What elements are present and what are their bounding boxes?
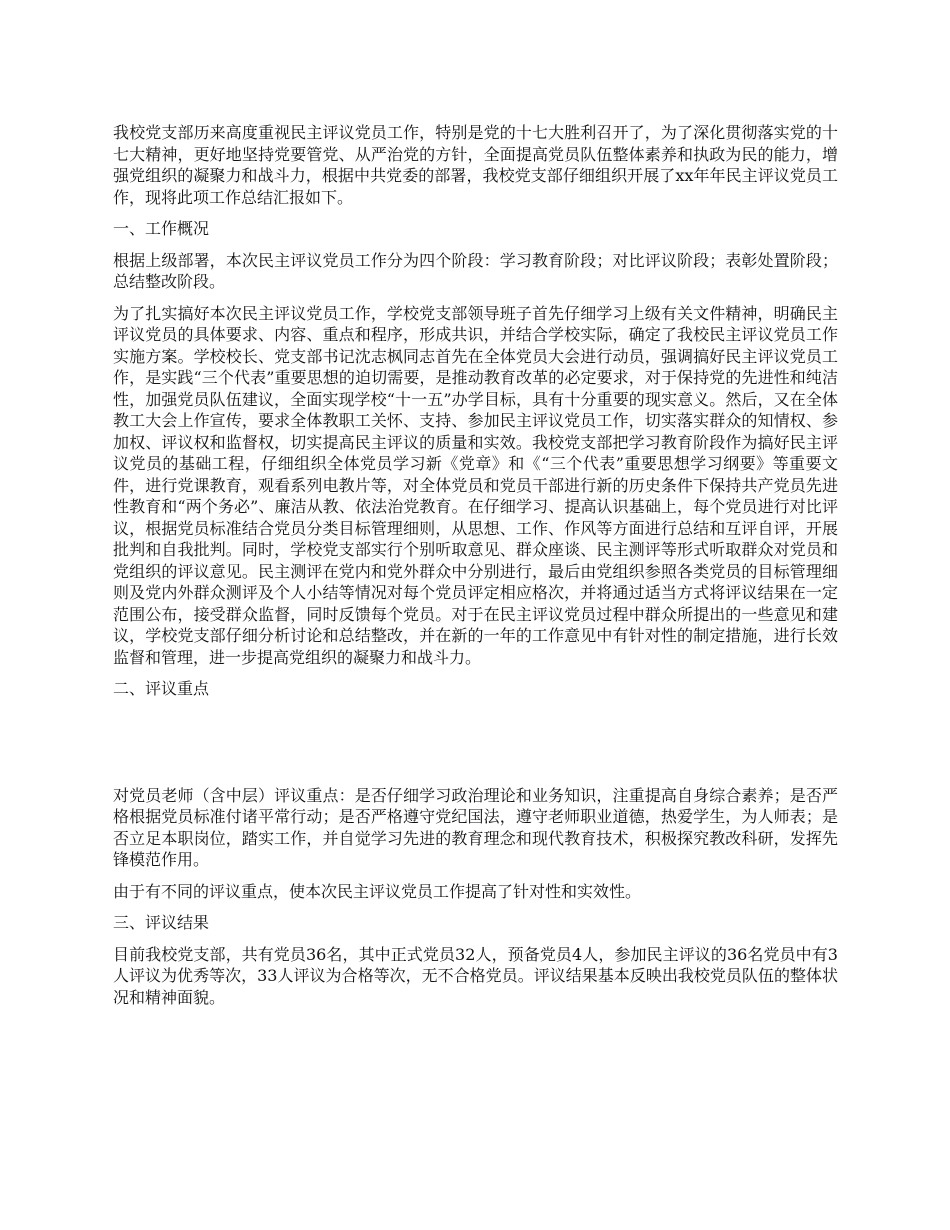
section-heading-work-overview: 一、工作概况 bbox=[113, 219, 210, 238]
stages-paragraph: 根据上级部署，本次民主评议党员工作分为四个阶段：学习教育阶段；对比评议阶段；表彰处置阶段；总结整改阶段。 bbox=[113, 250, 838, 291]
evaluation-focus-paragraph: 对党员老师（含中层）评议重点：是否仔细学习政治理论和业务知识，注重提高自身综合素养；是否严格根据党员标准付诸平常行动；是否严格遵守党纪国法，遵守老师职业道德，热爱学生，为人师表；是否立足本职岗位，踏实工作，并自觉学习先进的教育理念和现代教育技术，积极探究教改科研，发挥先锋模范作用。 bbox=[113, 785, 838, 869]
section-heading-evaluation-results: 三、评议结果 bbox=[113, 913, 210, 932]
intro-paragraph: 我校党支部历来高度重视民主评议党员工作，特别是党的十七大胜利召开了，为了深化贯彻落实党的十七大精神，更好地坚持党要管党、从严治党的方针，全面提高党员队伍整体素养和执政为民的能力，增强党组织的凝聚力和战斗力，根据中共党委的部署，我校党支部仔细组织开展了xx年年民主评议党员工作，现将此项工作总结汇报如下。 bbox=[113, 123, 838, 207]
document-body bbox=[113, 122, 838, 1018]
section-heading-evaluation-focus: 二、评议重点 bbox=[113, 679, 210, 698]
blank-gap bbox=[113, 710, 838, 785]
work-details-paragraph: 为了扎实搞好本次民主评议党员工作，学校党支部领导班子首先仔细学习上级有关文件精神，明确民主评议党员的具体要求、内容、重点和程序，形成共识，并结合学校实际，确定了我校民主评议党员工作实施方案。学校校长、党支部书记沈志枫同志首先在全体党员大会进行动员，强调搞好民主评议党员工作，是实践“三个代表”重要思想的迫切需要，是推动教育改革的必定要求，对于保持党的先进性和纯洁性，加强党员队伍建议，全面实现学校“十一五”办学目标，具有十分重要的现实意义。然后，又在全体教工大会上作宣传，要求全体教职工关怀、支持、参加民主评议党员工作，切实落实群众的知情权、参加权、评议权和监督权，切实提高民主评议的质量和实效。我校党支部把学习教育阶段作为搞好民主评议党员的基础工程，仔细组织全体党员学习新《党章》和《“三个代表”重要思想学习纲要》等重要文件，进行党课教育，观看系列电教片等，对全体党员和党员干部进行新的历史条件下保持共产党员先进性教育和“两个务必”、廉洁从教、依法治党教育。在仔细学习、提高认识基础上，每个党员进行对比评议，根据党员标准结合党员分类目标管理细则，从思想、工作、作风等方面进行总结和互评自评，开展批判和自我批判。同时，学校党支部实行个别听取意见、群众座谈、民主测评等形式听取群众对党员和党组织的评议意见。民主测评在党内和党外群众中分别进行，最后由党组织参照各类党员的目标管理细则及党内外群众测评及个人小结等情况对每个党员评定相应格次，并将通过适当方式将评议结果在一定范围公布，接受群众监督，同时反馈每个党员。对于在民主评议党员过程中群众所提出的一些意见和建议，学校党支部仔细分析讨论和总结整改，并在新的一年的工作意见中有针对性的制定措施，进行长效监督和管理，进一步提高党组织的凝聚力和战斗力。 bbox=[113, 303, 838, 667]
results-paragraph: 目前我校党支部，共有党员36名，其中正式党员32人，预备党员4人，参加民主评议的36名党员中有3人评议为优秀等次，33人评议为合格等次，无不合格党员。评议结果基本反映出我校党员队伍的整体状况和精神面貌。 bbox=[113, 944, 838, 1007]
focus-effect-paragraph: 由于有不同的评议重点，使本次民主评议党员工作提高了针对性和实效性。 bbox=[113, 881, 642, 901]
